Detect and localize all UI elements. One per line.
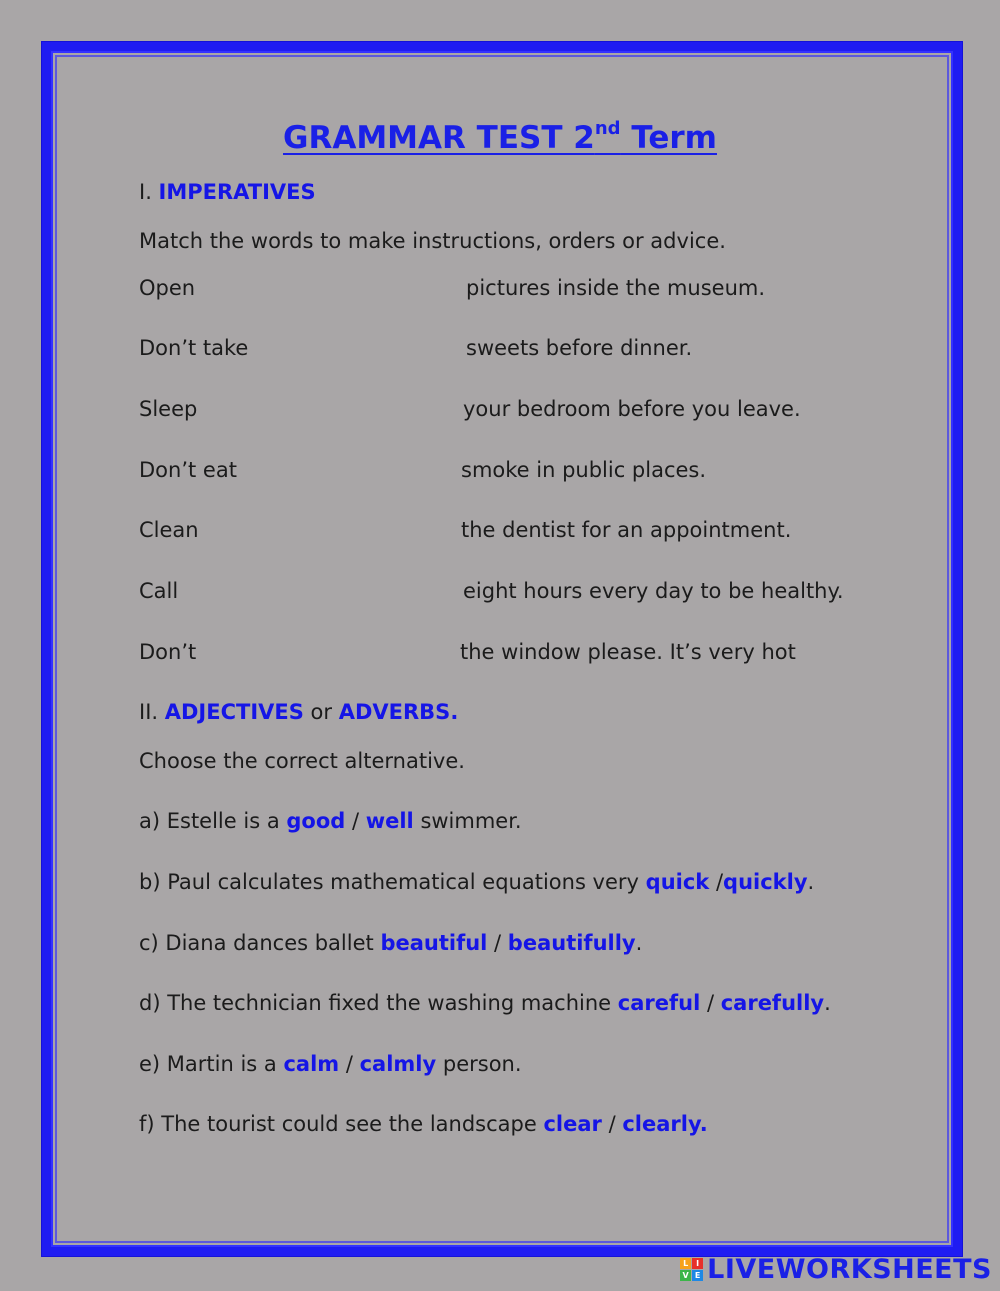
match-right-item[interactable]: eight hours every day to be healthy. [463, 579, 844, 603]
option-2[interactable]: quickly [723, 870, 808, 894]
match-left-item[interactable]: Don’t [139, 640, 197, 664]
match-left-item[interactable]: Open [139, 276, 196, 300]
logo-text: LIVEWORKSHEETS [707, 1253, 992, 1285]
section-1-heading: I. IMPERATIVES [139, 180, 316, 204]
match-right-item[interactable]: the window please. It’s very hot [460, 640, 796, 664]
match-right-item[interactable]: sweets before dinner. [466, 336, 693, 360]
match-right-item[interactable]: your bedroom before you leave. [463, 397, 801, 421]
option-2[interactable]: calmly [359, 1052, 437, 1076]
section-1-instruction: Match the words to make instructions, orders or advice. [139, 229, 726, 253]
option-1[interactable]: beautiful [380, 931, 488, 955]
page-title: GRAMMAR TEST 2nd Term [283, 118, 717, 156]
option-1[interactable]: careful [617, 991, 701, 1015]
section-2-heading: II. ADJECTIVES or ADVERBS. [139, 700, 459, 724]
choice-question: f) The tourist could see the landscape clear / clearly. [139, 1112, 708, 1136]
match-right-item[interactable]: the dentist for an appointment. [461, 518, 792, 542]
section-2-instruction: Choose the correct alternative. [139, 749, 465, 773]
choice-question: e) Martin is a calm / calmly person. [139, 1052, 522, 1076]
option-2[interactable]: carefully [720, 991, 825, 1015]
logo-icon: L I V E [680, 1258, 703, 1281]
choice-question: d) The technician fixed the washing machine careful / carefully. [139, 991, 831, 1015]
option-2[interactable]: clearly. [622, 1112, 708, 1136]
option-1[interactable]: clear [543, 1112, 602, 1136]
option-2[interactable]: well [365, 809, 414, 833]
match-left-item[interactable]: Clean [139, 518, 199, 542]
match-right-item[interactable]: pictures inside the museum. [466, 276, 766, 300]
liveworksheets-logo[interactable] [680, 1254, 992, 1284]
match-left-item[interactable]: Sleep [139, 397, 198, 421]
option-2[interactable]: beautifully [507, 931, 636, 955]
option-1[interactable]: quick [645, 870, 710, 894]
option-1[interactable]: good [286, 809, 346, 833]
match-left-item[interactable]: Don’t eat [139, 458, 237, 482]
match-right-item[interactable]: smoke in public places. [461, 458, 707, 482]
choice-question: b) Paul calculates mathematical equations very quick /quickly. [139, 870, 815, 894]
match-left-item[interactable]: Don’t take [139, 336, 249, 360]
choice-question: c) Diana dances ballet beautiful / beautifully. [139, 931, 643, 955]
option-1[interactable]: calm [283, 1052, 340, 1076]
match-left-item[interactable]: Call [139, 579, 179, 603]
choice-question: a) Estelle is a good / well swimmer. [139, 809, 522, 833]
